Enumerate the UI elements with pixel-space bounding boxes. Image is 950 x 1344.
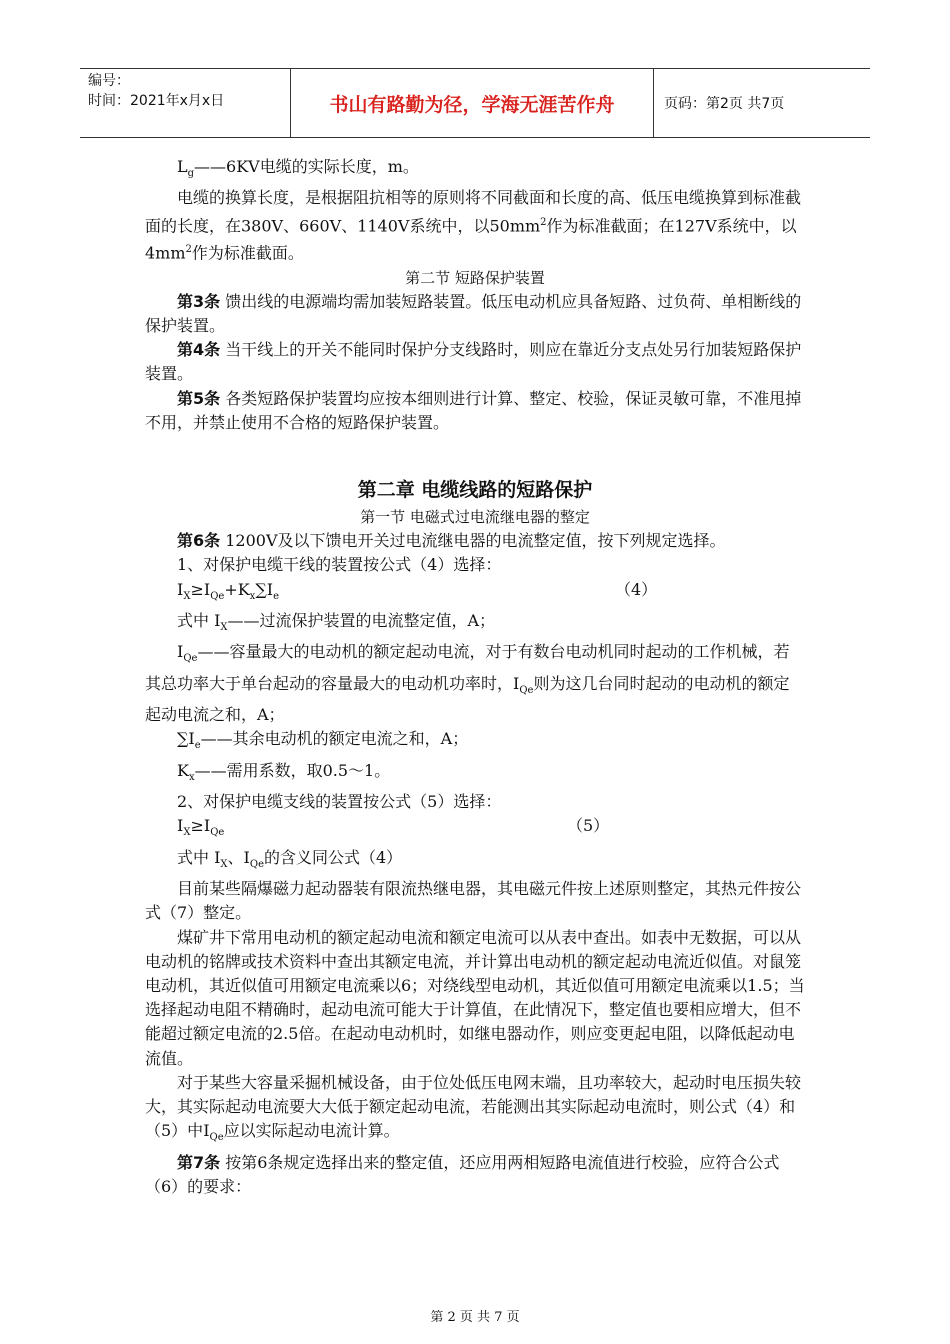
- definition-iqe: $I_{Qe}——$容量最大的电动机的额定起动电流，对于有数台电动机同时起动的工作机械，若其总功率大于单台起动的容量最大的电动机功率时，$I_{Qe}$则为这几台同时起动的电动机的额定起动电流之和，A；: [145, 642, 790, 725]
- formula-4: $I_X\ge I_{Qe}+K_x\sum I_e$ （4）: [177, 579, 658, 602]
- definition-ix: 式中 $I_X——$过流保护装置的电流整定值，A；: [177, 611, 496, 634]
- article-4: 第4条 当干线上的开关不能同时保护分支线路时，则应在靠近分支点处另行加装短路保护装置。: [145, 340, 802, 384]
- paragraph-relay: 目前某些隔爆磁力起动器装有限流热继电器，其电磁元件按上述原则整定，其热元件按公式（7）整定。: [145, 879, 802, 923]
- definition-same: 式中 $I_X$、$I_{Qe}$的含义同公式（4）: [177, 847, 403, 871]
- paragraph-conversion: 电缆的换算长度，是根据阻抗相等的原则将不同截面和长度的高、低压电缆换算到标准截面的长度，在380V、660V、1140V系统中，以$50mm^2$作为标准截面；在127V系统中，以$4mm^2$作为标准截面。: [145, 188, 802, 263]
- formula-4-number: （4）: [615, 579, 658, 599]
- section-title-2: 第二节 短路保护装置: [405, 268, 545, 287]
- article-5: 第5条 各类短路保护装置均应按本细则进行计算、整定、校验，保证灵敏可靠，不准甩掉不用，并禁止使用不合格的短路保护装置。: [145, 388, 802, 432]
- item-2: 2、对保护电缆支线的装置按公式（5）选择：: [177, 792, 502, 812]
- article-3: 第3条 馈出线的电源端均需加装短路装置。低压电动机应具备短路、过负荷、单相断线的保护装置。: [145, 291, 802, 336]
- formula-5-number: （5）: [567, 816, 610, 836]
- article-7: 第7条 按第6条规定选择出来的整定值，还应用两相短路电流值进行校验，应符合公式（6）的要求：: [145, 1152, 780, 1196]
- item-1: 1、对保护电缆干线的装置按公式（4）选择：: [177, 555, 502, 575]
- header-meta: [80, 69, 291, 137]
- page-header: [80, 68, 870, 138]
- section-title-1: 第一节 电磁式过电流继电器的整定: [360, 508, 590, 527]
- page-footer: 第 2 页 共 7 页: [430, 1310, 520, 1325]
- motto: 书山有路勤为径，学海无涯苦作舟: [291, 69, 654, 137]
- paragraph-large-equipment: 对于某些大容量采掘机械设备，由于位处低压电网末端，且功率较大，起动时电压损失较大，其实际起动电流要大大低于额定起动电流，若能测出其实际起动电流时，则公式（4）和（5）中$I_{Qe}$应以实际起动电流计算。: [145, 1072, 802, 1144]
- date-label: 时间：2021年x月x日: [88, 93, 225, 109]
- page-label: 页码：第2页 共7页: [664, 96, 785, 112]
- document-body: [145, 155, 805, 1199]
- definition-sum: $\sum I_e——$其余电动机的额定电流之和，A；: [177, 729, 469, 752]
- code-label: 编号：: [88, 73, 130, 89]
- definition-kx: $K_x——$需用系数，取0.5～1。: [177, 760, 391, 784]
- formula-5: $I_X\ge I_{Qe}$ （5）: [177, 816, 610, 839]
- paragraph-table: 煤矿井下常用电动机的额定起动电流和额定电流可以从表中查出。如表中无数据，可以从电动机的铭牌或技术资料中查出其额定电流，并计算出电动机的额定起动电流近似值。对鼠笼电动机，其近似值可用额定电流乘以6；对绕线型电动机，其近似值可用额定电流乘以1.5；当选择起动电阻不精确时，起动电流可能大于计算值，在此情况下，整定值也要相应增大，但不能超过额定电流的2.5倍。在起动电动机时，如继电器动作，则应变更起电阻，以降低起动电流值。: [145, 927, 805, 1068]
- article-6: 第6条 1200V及以下馈电开关过电流继电器的电流整定值，按下列规定选择。: [177, 531, 726, 551]
- chapter-title: 第二章 电缆线路的短路保护: [357, 479, 593, 502]
- paragraph-lg: $L_g——6KV$电缆的实际长度，m。: [177, 157, 419, 180]
